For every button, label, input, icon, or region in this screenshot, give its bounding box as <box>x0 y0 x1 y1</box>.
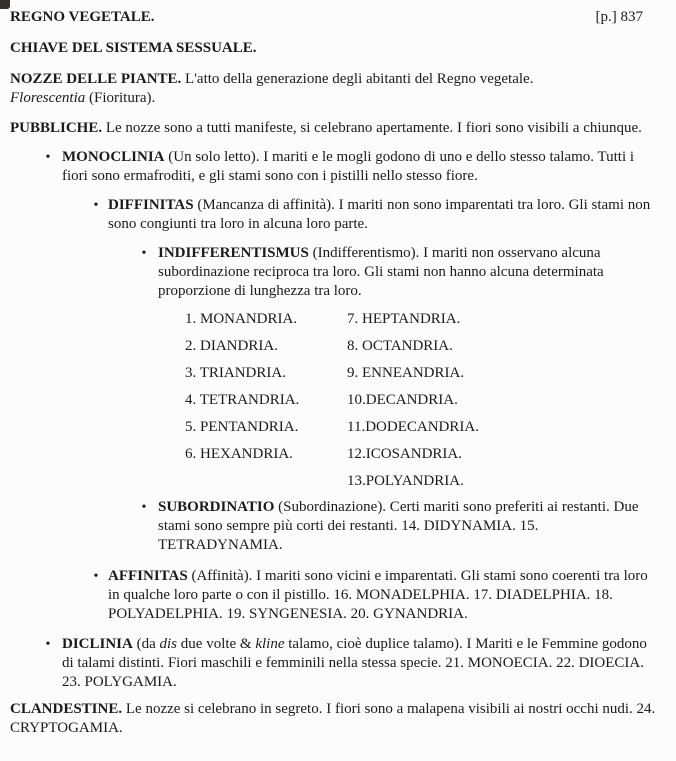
clandestine-term: CLANDESTINE. <box>10 701 123 717</box>
diffinitas-content <box>108 196 658 234</box>
diclinia-content <box>62 635 658 692</box>
affinitas-content <box>108 567 658 624</box>
intro-latin-line <box>10 89 658 108</box>
diffinitas-term: DIFFINITAS <box>108 197 194 213</box>
diclinia-body-run: due volte & <box>177 636 256 652</box>
class-list-row <box>185 471 658 491</box>
clandestine-paragraph <box>10 700 658 738</box>
subordinatio-item <box>130 498 658 555</box>
class-entry: 13.POLYANDRIA. <box>347 473 464 489</box>
class-list-row <box>185 363 658 383</box>
class-entry: 7. HEPTANDRIA. <box>347 311 461 327</box>
class-list-row <box>185 309 658 329</box>
classes-list <box>185 309 658 491</box>
bullet-icon: • <box>141 500 147 515</box>
class-entry <box>185 471 347 491</box>
diclinia-italic-dis: dis <box>159 636 178 652</box>
intro-paragraph <box>10 70 658 108</box>
monoclinia-item <box>34 148 658 186</box>
indifferentismus-content <box>158 244 658 301</box>
class-entry: 12.ICOSANDRIA. <box>347 446 463 462</box>
class-entry: 11.DODECANDRIA. <box>347 419 479 435</box>
pubbliche-body: Le nozze sono a tutti manifeste, si celebrano apertamente. I fiori sono visibili a chiunque. <box>105 120 642 136</box>
intro-body: L'atto della generazione degli abitanti del Regno vegetale. <box>185 71 534 87</box>
diclinia-term: DICLINIA <box>62 636 133 652</box>
bullet-icon: • <box>93 198 99 213</box>
affinitas-body: (Affinità). I mariti sono vicini e imparentati. Gli stami sono coerenti tra loro in qualche loro parte o con il pistillo. 16. MONADELPHIA. 17. DIADELPHIA. 18. POLYADELPHIA. 19. SYNGENESIA. 20. GYNANDRIA. <box>108 568 648 622</box>
indifferentismus-term: INDIFFERENTISMUS <box>158 245 309 261</box>
diclinia-italic-kline: kline <box>255 636 285 652</box>
bullet-icon: • <box>45 150 51 165</box>
subordinatio-body: (Subordinazione). Certi mariti sono preferiti ai restanti. Due stami sono sempre più corti dei restanti. 14. DIDYNAMIA. 15. TETRADYNAMIA. <box>158 499 639 553</box>
affinitas-item <box>84 567 658 624</box>
bullet-icon: • <box>141 246 147 261</box>
class-entry: 2. DIANDRIA. <box>185 338 278 354</box>
class-entry: 8. OCTANDRIA. <box>347 338 453 354</box>
class-entry: 4. TETRANDRIA. <box>185 392 300 408</box>
clandestine-body: Le nozze si celebrano in segreto. I fiori sono a malapena visibili ai nostri occhi nudi. 24. CRYPTOGAMIA. <box>10 701 656 736</box>
class-list-row <box>185 336 658 356</box>
monoclinia-content <box>62 148 658 186</box>
scan-artifact <box>0 0 10 9</box>
class-list-row <box>185 444 658 464</box>
page-subtitle: CHIAVE DEL SISTEMA SESSUALE. <box>10 40 257 56</box>
page-title: REGNO VEGETALE. <box>10 9 155 25</box>
indifferentismus-item <box>130 244 658 301</box>
latin-rest: (Fioritura). <box>89 90 156 106</box>
pubbliche-term: PUBBLICHE. <box>10 120 103 136</box>
class-entry: 5. PENTANDRIA. <box>185 419 299 435</box>
monoclinia-body: (Un solo letto). I mariti e le mogli godono di uno e dello stesso talamo. Tutti i fiori sono ermafroditi, e gli stami sono con i pistilli nello stesso fiore. <box>62 149 635 184</box>
subordinatio-term: SUBORDINATIO <box>158 499 275 515</box>
page-header <box>10 8 658 27</box>
affinitas-term: AFFINITAS <box>108 568 188 584</box>
monoclinia-term: MONOCLINIA <box>62 149 165 165</box>
class-entry: 1. MONANDRIA. <box>185 311 298 327</box>
latin-word: Florescentia <box>10 90 86 106</box>
bullet-icon: • <box>45 637 51 652</box>
pubbliche-paragraph <box>10 119 658 138</box>
diffinitas-item <box>84 196 658 234</box>
intro-term: NOZZE DELLE PIANTE. <box>10 71 182 87</box>
diclinia-body-run: (da <box>136 636 160 652</box>
bullet-icon: • <box>93 569 99 584</box>
diffinitas-body: (Mancanza di affinità). I mariti non sono imparentati tra loro. Gli stami non sono congiunti tra loro in alcuna loro parte. <box>108 197 651 232</box>
subordinatio-content <box>158 498 658 555</box>
class-entry: 9. ENNEANDRIA. <box>347 365 465 381</box>
class-entry: 10.DECANDRIA. <box>347 392 458 408</box>
diclinia-item <box>34 635 658 692</box>
class-list-row <box>185 390 658 410</box>
class-entry: 6. HEXANDRIA. <box>185 446 293 462</box>
diclinia-body-run: talamo, cioè duplice talamo). I Mariti e le Femmine godono di talami distinti. Fiori maschili e femminili nella stessa specie. 21. MONOECIA. 22. DIOECIA. 23. POLYGAMIA. <box>62 636 647 690</box>
indifferentismus-body: (Indifferentismo). I mariti non osservano alcuna subordinazione reciproca tra loro. Gli stami non hanno alcuna determinata proporzione di lunghezza tra loro. <box>158 245 604 299</box>
class-list-row <box>185 417 658 437</box>
class-entry: 3. TRIANDRIA. <box>185 365 286 381</box>
page-number: [p.] 837 <box>595 9 643 25</box>
